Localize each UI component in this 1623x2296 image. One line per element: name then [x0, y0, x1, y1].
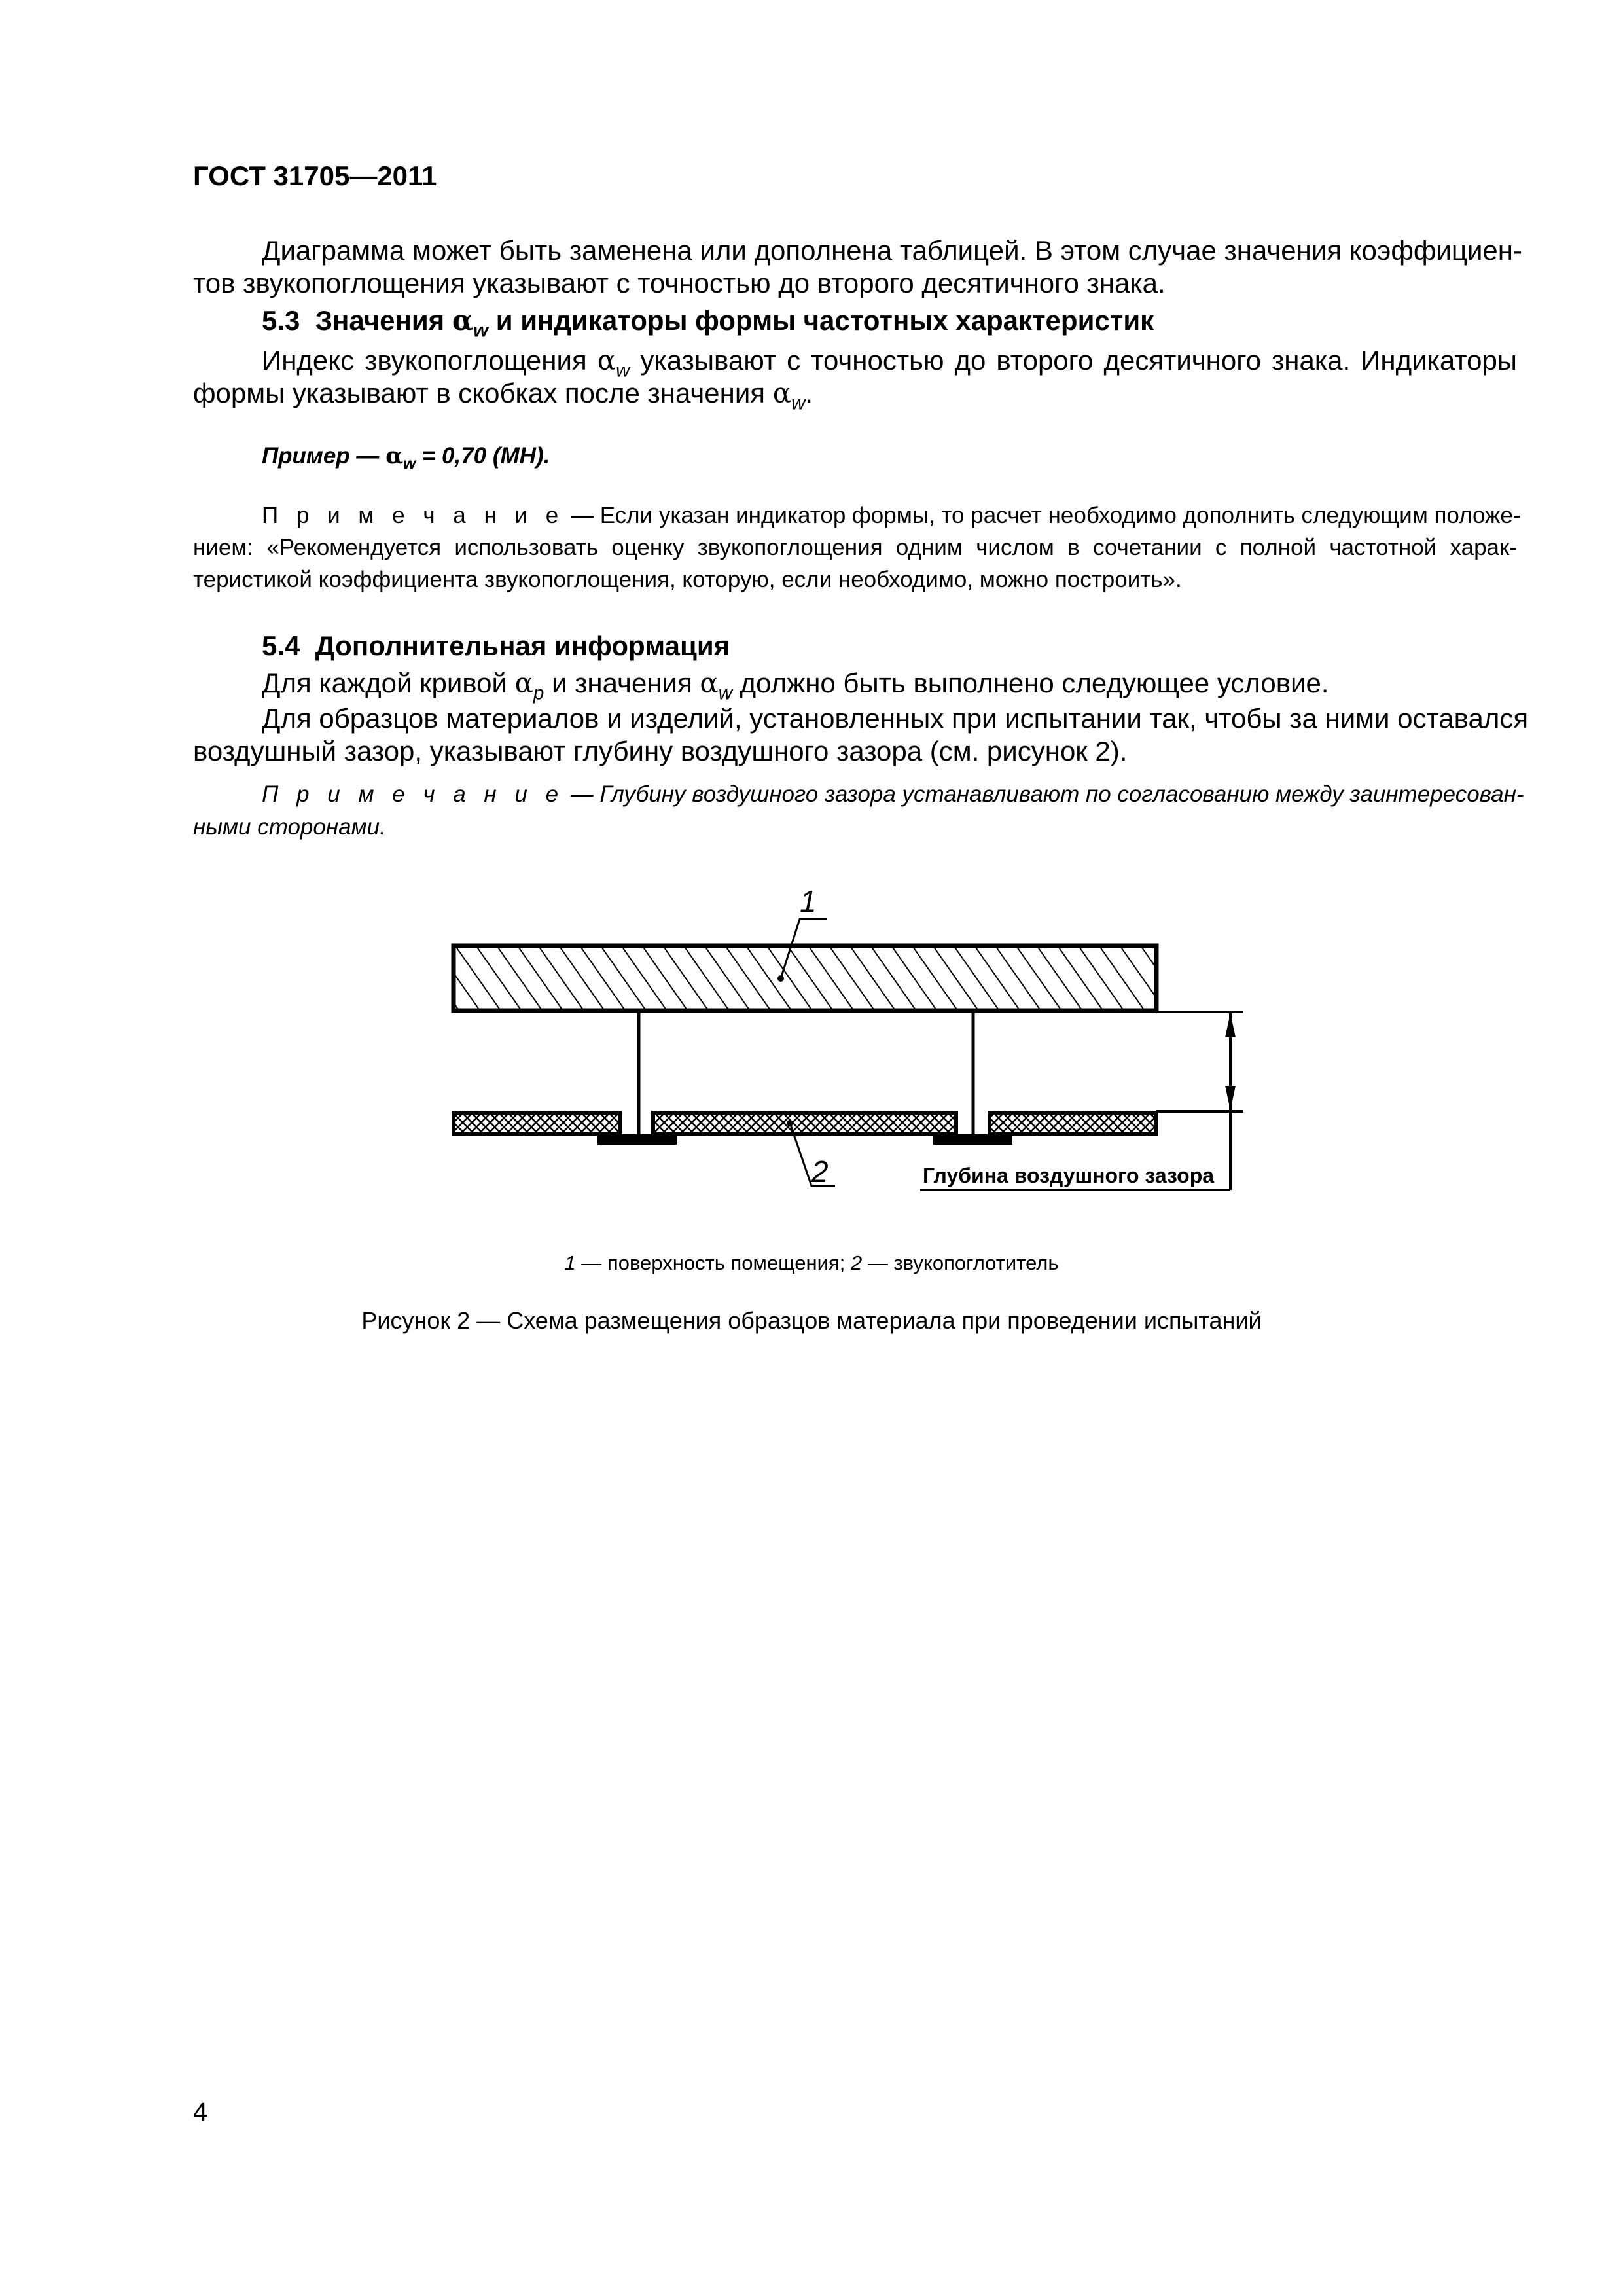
figure-caption: Рисунок 2 — Схема размещения образцов материала при проведении испытаний [361, 1307, 1262, 1334]
alpha-symbol: α [700, 667, 719, 699]
text: = 0,70 (МН). [416, 443, 550, 469]
paragraph-line: тов звукопоглощения указывают с точностью до второго десятичного знака. [193, 268, 1166, 298]
paragraph-line: воздушный зазор, указывают глубину воздушного зазора (см. рисунок 2). [193, 736, 1128, 766]
text: — Если указан индикатор формы, то расчет необходимо дополнить следующим положе- [564, 503, 1521, 528]
figure-legend [0, 1251, 1623, 1275]
document-header: ГОСТ 31705—2011 [193, 160, 437, 191]
air-gap-depth-label: Глубина воздушного зазора [923, 1164, 1215, 1187]
arrow-up-icon [1225, 1013, 1236, 1037]
absorber-panel [990, 1113, 1156, 1134]
note-line: нием: «Рекомендуется использовать оценку звукопоглощения одним числом в сочетании с полной частотной харак- [193, 535, 1517, 560]
text: Для каждой кривой [262, 668, 515, 698]
absorber-panel [653, 1113, 956, 1134]
legend-number: 1 [564, 1251, 576, 1274]
alpha-symbol: α [452, 304, 474, 336]
note-label: П р и м е ч а н и е [262, 781, 565, 807]
text: указывают с точностью до второго десятичного знака. Индикаторы [630, 345, 1517, 376]
arrow-down-icon [1225, 1086, 1236, 1110]
subscript: w [718, 682, 732, 704]
section-number: 5.3 [262, 305, 300, 336]
note-line: ными сторонами. [193, 814, 386, 840]
subscript: p [533, 682, 544, 704]
alpha-symbol: α [597, 344, 616, 376]
subscript: w [791, 392, 806, 414]
text: . [805, 378, 813, 408]
subscript: w [473, 319, 489, 342]
note-line: теристикой коэффициента звукопоглощения, которую, если необходимо, можно построить». [193, 567, 1182, 592]
text: должно быть выполнено следующее условие. [732, 668, 1329, 698]
text: Индекс звукопоглощения [262, 345, 597, 376]
figure-label-2: 2 [812, 1155, 829, 1189]
alpha-symbol: α [385, 442, 404, 469]
leader-dot [777, 975, 784, 982]
section-number: 5.4 [262, 630, 300, 661]
room-surface-slab [454, 946, 1156, 1011]
legend-text: — поверхность помещения; [575, 1251, 851, 1274]
text: и значения [544, 668, 700, 698]
paragraph-line: Диаграмма может быть заменена или дополнена таблицей. В этом случае значения коэффициен- [262, 235, 1522, 266]
mounting-clip [597, 1134, 677, 1145]
legend-number: 2 [850, 1251, 863, 1274]
subscript: w [616, 359, 630, 382]
figure-label-1: 1 [800, 884, 817, 918]
absorber-panel [454, 1113, 620, 1134]
leader-dot [787, 1120, 793, 1126]
subscript: w [403, 455, 416, 473]
text: — Глубину воздушного зазора устанавливают по согласованию между заинтересован- [564, 781, 1524, 807]
note-label: П р и м е ч а н и е [262, 503, 565, 528]
text: Пример — [262, 443, 386, 469]
heading-text: Значения [315, 305, 452, 336]
heading-text: Дополнительная информация [315, 630, 730, 661]
text: формы указывают в скобках после значения [193, 378, 773, 408]
page-number: 4 [193, 2098, 208, 2126]
alpha-symbol: α [772, 377, 792, 409]
heading-text: и индикаторы формы частотных характеристик [488, 305, 1154, 336]
mounting-clip [933, 1134, 1012, 1145]
alpha-symbol: α [514, 667, 534, 699]
legend-text: — звукопоглотитель [862, 1251, 1059, 1274]
paragraph-line: Для образцов материалов и изделий, установленных при испытании так, чтобы за ними оставался [262, 703, 1529, 734]
